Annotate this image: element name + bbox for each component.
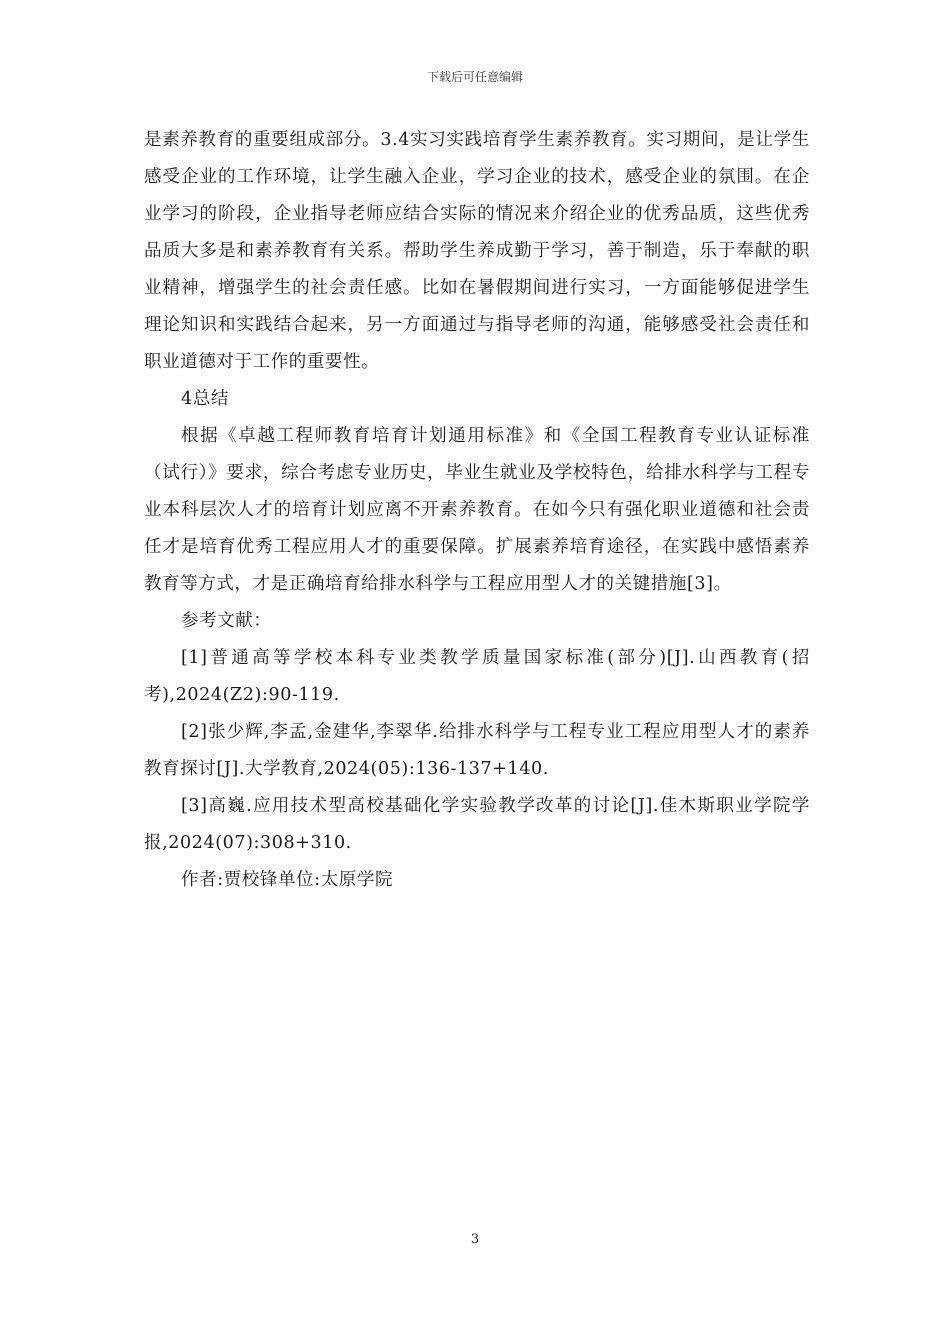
- body-paragraph: 根据《卓越工程师教育培育计划通用标准》和《全国工程教育专业认证标准（试行）》要求，综合考虑专业历史，毕业生就业及学校特色，给排水科学与工程专业本科层次人才的培育计划应离不开素养教育。在如今只有强化职业道德和社会责任才是培育优秀工程应用人才的重要保障。扩展素养培育途径，在实践中感悟素养教育等方式，才是正确培育给排水科学与工程应用型人才的关键措施[3]。: [144, 426, 810, 594]
- author-line: 作者:贾校锋单位:太原学院: [181, 870, 394, 890]
- document-body: [144, 122, 810, 899]
- page-number: 3: [470, 1232, 480, 1247]
- references-heading: 参考文献：: [181, 611, 272, 631]
- reference-item: [3]高巍.应用技术型高校基础化学实验教学改革的讨论[J].佳木斯职业学院学报,2024(07):308+310.: [144, 796, 810, 853]
- page-header-note: 下载后可任意编辑: [426, 70, 523, 84]
- reference-item: [1]普通高等学校本科专业类教学质量国家标准(部分)[J].山西教育(招考),2024(Z2):90-119.: [144, 648, 810, 705]
- body-paragraph: 是素养教育的重要组成部分。3.4实习实践培育学生素养教育。实习期间，是让学生感受企业的工作环境，让学生融入企业，学习企业的技术，感受企业的氛围。在企业学习的阶段，企业指导老师应结合实际的情况来介绍企业的优秀品质，这些优秀品质大多是和素养教育有关系。帮助学生养成勤于学习，善于制造，乐于奉献的职业精神，增强学生的社会责任感。比如在暑假期间进行实习，一方面能够促进学生理论知识和实践结合起来，另一方面通过与指导老师的沟通，能够感受社会责任和职业道德对于工作的重要性。: [144, 130, 810, 372]
- reference-item: [2]张少辉,李孟,金建华,李翠华.给排水科学与工程专业工程应用型人才的素养教育探讨[J].大学教育,2024(05):136-137+140.: [144, 722, 810, 779]
- section-heading: 4总结: [181, 389, 229, 409]
